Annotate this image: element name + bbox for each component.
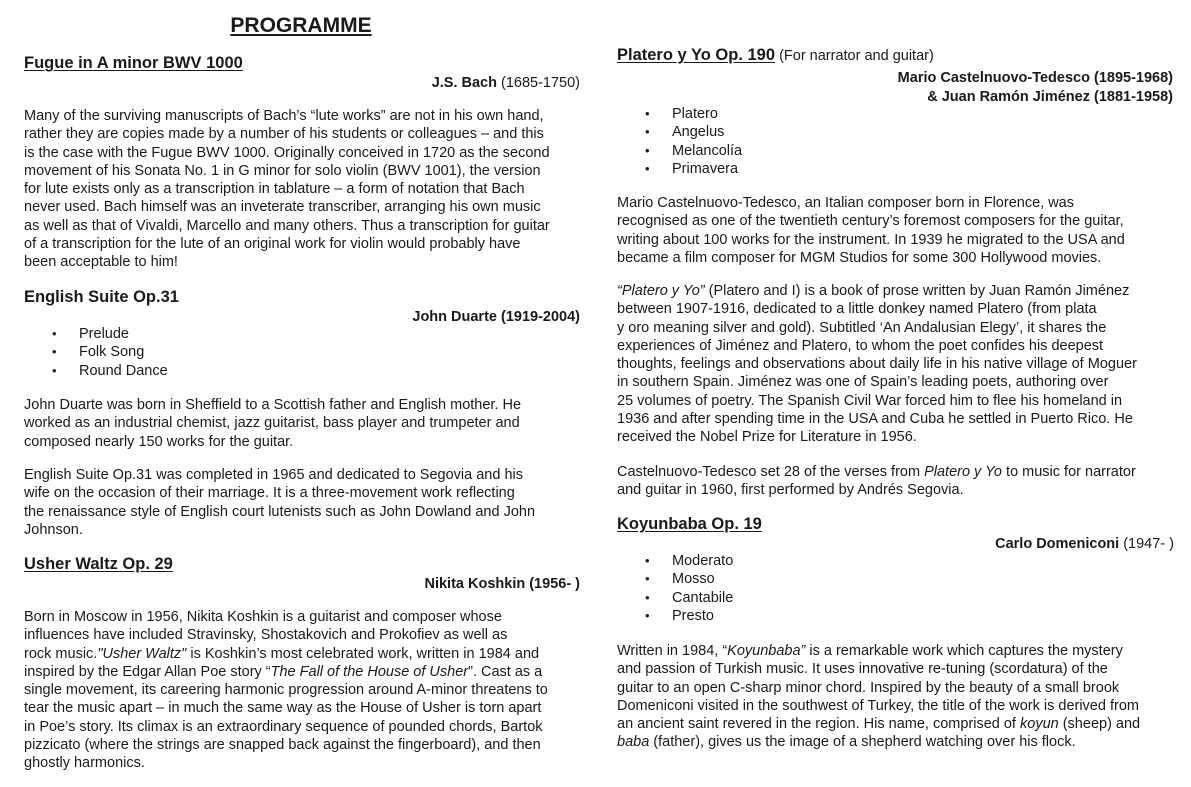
movement-list: [617, 105, 742, 179]
movement-item: • Melancolía: [617, 142, 742, 160]
text-line: [617, 282, 1137, 300]
text-run: became a film composer for MGM Studios for some 300 Hollywood movies.: [617, 249, 1102, 266]
text-line: [24, 699, 548, 717]
movement-item: • Platero: [617, 105, 742, 123]
text-line: [617, 697, 1140, 715]
text-run: Domeniconi visited in the southwest of Turkey, the title of the work is derived from: [617, 697, 1139, 714]
movement-item: • Mosso: [617, 570, 733, 588]
text-run: single movement, its careering harmonic progression around A-minor threatens to: [24, 682, 548, 699]
text-run: Many of the surviving manuscripts of Bach’s “lute works” are not in his own hand,: [24, 108, 544, 124]
composer-name: J.S. Bach: [431, 75, 497, 91]
text-line: [24, 608, 548, 626]
piece-title: Platero y Yo Op. 190: [617, 46, 776, 64]
movement-item: • Moderato: [617, 552, 733, 570]
text-line: [24, 645, 548, 663]
composer-name: John Duarte (1919-2004): [412, 309, 580, 325]
italic-text: “Platero y Yo”: [617, 283, 705, 299]
text-line: [24, 466, 535, 484]
text-run: as well as that of Vivaldi, Marcello and many others. Thus a transcription for guitar: [24, 217, 550, 234]
text-line: [24, 484, 535, 502]
text-run: influences have included Stravinsky, Shostakovich and Prokofiev as well as: [24, 627, 508, 644]
movement-item: • Cantabile: [617, 589, 733, 607]
paragraph: [24, 396, 521, 451]
text-line: [24, 235, 550, 253]
paragraph: [24, 107, 550, 272]
movement-item: • Folk Song: [24, 343, 168, 361]
text-line: [24, 521, 535, 539]
text-run: composed nearly 150 works for the guitar.: [24, 433, 294, 450]
text-line: [24, 754, 548, 772]
text-line: [24, 125, 550, 143]
text-run: and guitar in 1960, first performed by Andrés Segovia.: [617, 482, 964, 499]
text-run: Mario Castelnuovo-Tedesco, an Italian composer born in Florence, was: [617, 195, 1074, 211]
movement-item: • Primavera: [617, 160, 742, 178]
composer-line-1: Mario Castelnuovo-Tedesco (1895-1968): [897, 70, 1173, 86]
piece-title-koyunbaba: Koyunbaba Op. 19: [617, 515, 762, 533]
text-line: [24, 217, 550, 235]
text-run: 25 volumes of poetry. The Spanish Civil War forced him to flee his homeland in: [617, 392, 1123, 409]
text-run: between 1907-1916, dedicated to a little donkey named Platero (from plata: [617, 301, 1097, 318]
text-line: [24, 198, 550, 216]
movement-item: • Round Dance: [24, 362, 168, 380]
text-line: [24, 253, 550, 271]
text-line: [24, 681, 548, 699]
text-run: 1936 and after spending time in the USA and Cuba he settled in Puerto Rico. He: [617, 411, 1133, 428]
text-run: been acceptable to him!: [24, 254, 178, 271]
text-run: John Duarte was born in Sheffield to a Scottish father and English mother. He: [24, 397, 522, 413]
text-line: [617, 679, 1140, 697]
piece-subtitle: (For narrator and guitar): [775, 48, 934, 64]
text-line: [617, 212, 1125, 230]
text-run: thoughts, feelings and observations about daily life in his native village of Moguer: [617, 356, 1137, 373]
text-line: [617, 319, 1137, 337]
composer-dates: (1947- ): [1119, 536, 1174, 552]
text-run: Johnson.: [24, 521, 83, 538]
movement-item: • Prelude: [24, 325, 168, 343]
text-run: the renaissance style of English court lutenists such as John Dowland and John: [24, 503, 536, 520]
text-line: [24, 736, 548, 754]
text-line: [617, 481, 1136, 499]
text-run: is a remarkable work which captures the mystery: [805, 643, 1123, 659]
text-run: ghostly harmonics.: [24, 755, 145, 772]
text-line: [617, 337, 1137, 355]
italic-text: koyun: [1020, 716, 1059, 733]
text-line: [24, 503, 535, 521]
text-run: for lute exists only as a transcription in tablature – a form of notation that Bach: [24, 181, 525, 198]
composer-castelnuovo-jimenez: [898, 69, 1173, 107]
piece-title-usher-waltz: Usher Waltz Op. 29: [24, 555, 173, 573]
text-line: [617, 194, 1125, 212]
text-run: movement of his Sonata No. 1 in G minor for solo violin (BWV 1001), the version: [24, 162, 541, 179]
text-line: [24, 626, 548, 644]
text-run: English Suite Op.31 was completed in 1965 and dedicated to Segovia and his: [24, 467, 523, 483]
composer-name: Carlo Domeniconi: [995, 536, 1120, 552]
text-run: inspired by the Edgar Allan Poe story “: [24, 663, 271, 680]
text-line: [617, 715, 1140, 733]
piece-title-english-suite: English Suite Op.31: [24, 288, 179, 306]
text-line: [617, 463, 1136, 481]
composer-koshkin: [424, 575, 580, 594]
text-run: wife on the occasion of their marriage. It is a three-movement work reflecting: [24, 485, 515, 502]
piece-title-fugue: Fugue in A minor BWV 1000: [24, 54, 243, 72]
text-run: y oro meaning silver and gold). Subtitled ‘An Andalusian Elegy’, it shares the: [617, 319, 1107, 336]
movement-list: [24, 325, 168, 380]
text-line: [617, 355, 1137, 373]
text-run: (Platero and I) is a book of prose written by Juan Ramón Jiménez: [704, 283, 1130, 299]
text-line: [617, 249, 1125, 267]
text-run: (sheep) and: [1058, 716, 1141, 733]
text-line: [24, 663, 548, 681]
text-run: pizzicato (where the strings are snapped back against the fingerboard), and then: [24, 737, 541, 754]
movement-item: • Presto: [617, 607, 733, 625]
text-run: in southern Spain. Jiménez was one of Spain’s leading poets, authoring over: [617, 374, 1109, 391]
text-line: [617, 392, 1137, 410]
paragraph: [617, 194, 1125, 267]
piece-title-platero: [617, 46, 934, 65]
italic-text: "Usher Waltz": [97, 645, 187, 662]
text-run: rather they are copies made by a number of his students or colleagues – and this: [24, 126, 544, 143]
text-run: Written in 1984, “: [617, 643, 728, 659]
text-run: recognised as one of the twentieth century’s foremost composers for the guitar,: [617, 213, 1124, 230]
text-run: Born in Moscow in 1956, Nikita Koshkin is a guitarist and composer whose: [24, 609, 502, 625]
composer-domeniconi: [995, 535, 1174, 554]
text-run: never used. Bach himself was an inveterate transcriber, arranging his own music: [24, 199, 541, 216]
text-line: [617, 733, 1140, 751]
text-run: ”. Cast as a: [468, 663, 543, 680]
text-line: [617, 300, 1137, 318]
composer-name: Nikita Koshkin (1956- ): [424, 576, 580, 592]
text-run: an ancient saint revered in the region. His name, comprised of: [617, 716, 1020, 733]
paragraph: [24, 608, 548, 773]
text-run: rock music.: [24, 645, 98, 662]
italic-text: baba: [617, 734, 650, 751]
text-line: [24, 107, 550, 125]
text-run: writing about 100 works for the instrument. In 1939 he migrated to the USA and: [617, 231, 1125, 248]
text-line: [617, 428, 1137, 446]
text-line: [24, 396, 521, 414]
movement-item: • Angelus: [617, 123, 742, 141]
paragraph: [617, 463, 1136, 500]
text-run: in Poe’s story. Its climax is an extraordinary sequence of pounded chords, Bartok: [24, 718, 543, 735]
paragraph: [24, 466, 535, 539]
text-line: [24, 144, 550, 162]
text-line: [617, 642, 1140, 660]
movement-list: [617, 552, 733, 626]
text-line: [24, 180, 550, 198]
paragraph: [617, 282, 1137, 447]
programme-title: PROGRAMME: [230, 14, 372, 37]
composer-line-2: & Juan Ramón Jiménez (1881-1958): [927, 89, 1173, 105]
text-run: and passion of Turkish music. It uses innovative re-tuning (scordatura) of the: [617, 661, 1108, 678]
composer-dates: (1685-1750): [496, 75, 580, 91]
text-line: [617, 373, 1137, 391]
text-line: [24, 718, 548, 736]
text-run: guitar to an open C-sharp minor chord. Inspired by the beauty of a small brook: [617, 679, 1120, 696]
text-line: [617, 660, 1140, 678]
text-line: [617, 410, 1137, 428]
text-line: [24, 162, 550, 180]
text-run: is Koshkin’s most celebrated work, written in 1984 and: [186, 645, 540, 662]
text-run: worked as an industrial chemist, jazz guitarist, bass player and trumpeter and: [24, 415, 520, 432]
text-run: of a transcription for the lute of an original work for violin would probably have: [24, 236, 521, 253]
text-line: [24, 433, 521, 451]
text-run: Castelnuovo-Tedesco set 28 of the verses from: [617, 464, 925, 480]
italic-text: Koyunbaba”: [727, 643, 806, 659]
text-run: experiences of Jiménez and Platero, to whom the poet confides his deepest: [617, 337, 1104, 354]
composer-bach: [432, 74, 580, 93]
composer-duarte: [412, 308, 580, 327]
text-line: [24, 414, 521, 432]
text-run: received the Nobel Prize for Literature in 1956.: [617, 429, 917, 446]
text-run: tear the music apart – in much the same way as the House of Usher is torn apart: [24, 700, 542, 717]
text-line: [617, 231, 1125, 249]
text-run: is the case with the Fugue BWV 1000. Originally conceived in 1720 as the second: [24, 144, 550, 161]
text-run: to music for narrator: [1002, 464, 1136, 480]
italic-text: Platero y Yo: [924, 464, 1003, 480]
text-run: (father), gives us the image of a shepherd watching over his flock.: [649, 734, 1076, 751]
paragraph: [617, 642, 1140, 752]
italic-text: The Fall of the House of Usher: [270, 663, 469, 680]
